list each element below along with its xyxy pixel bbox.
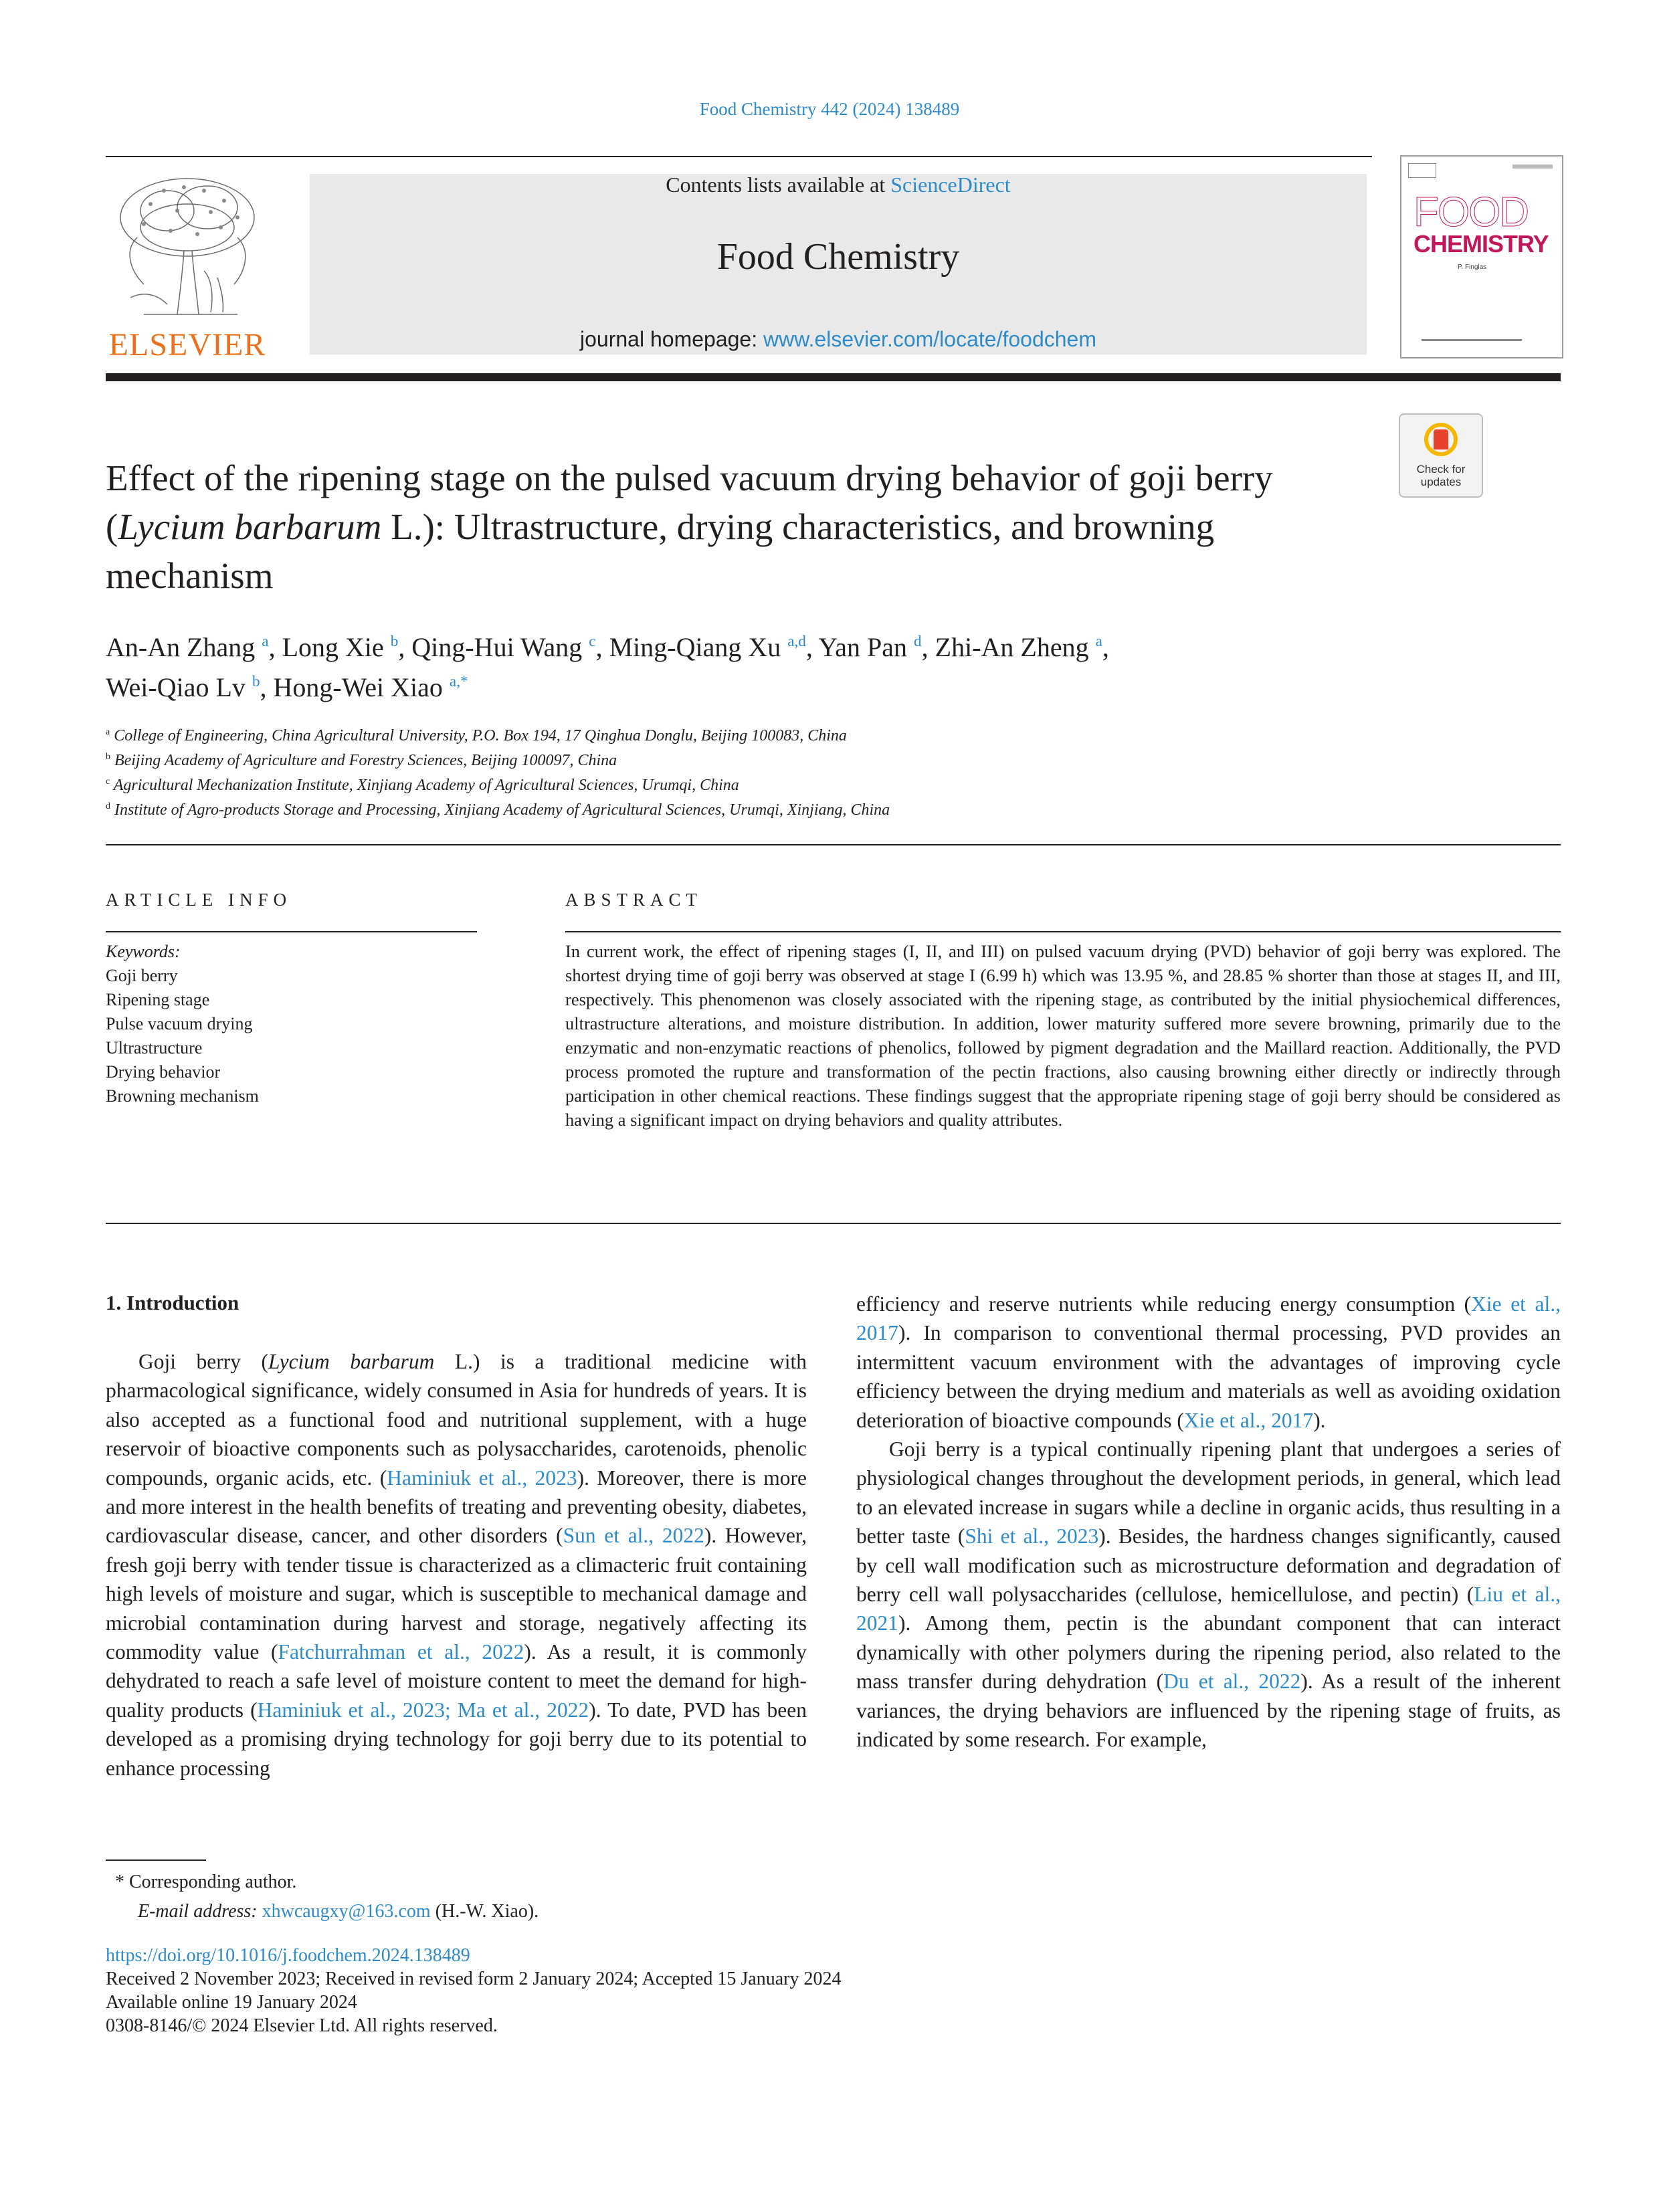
body-column-right [856,1290,1561,1754]
check-updates-label: Check for updates [1416,463,1466,488]
article-info-rule [106,931,477,932]
affiliation-item: $^b$ Beijing Academy of Agriculture and Forestry Sciences, Beijing 100097, China [106,751,617,769]
citation-link[interactable]: Xie et al., 2017 [856,1292,1561,1345]
cover-title-chemistry: CHEMISTRY [1413,230,1549,258]
citation-link[interactable]: Liu et al., 2021 [856,1583,1561,1635]
keyword-item: Browning mechanism [106,1086,259,1106]
author[interactable]: Long Xie $^b$ [282,632,399,662]
email-link[interactable]: xhwcaugxy@163.com [262,1901,431,1922]
elsevier-wordmark: ELSEVIER [108,327,266,363]
author[interactable]: Wei-Qiao Lv $^b$ [106,672,260,702]
abstract-bottom-rule [106,1223,1561,1224]
keyword-item: Pulse vacuum drying [106,1014,253,1033]
journal-cover-thumbnail[interactable] [1400,155,1563,359]
keyword-item: Goji berry [106,966,178,985]
keyword-item: Ultrastructure [106,1038,203,1058]
affiliation-item: $^c$ Agricultural Mechanization Institute, Xinjiang Academy of Agricultural Sciences, Urumqi, China [106,776,739,794]
masthead-top-rule [106,156,1372,157]
email-label: E-mail address: [138,1901,258,1922]
author[interactable]: Zhi-An Zheng $^a$ [935,632,1102,662]
bookmark-icon [1434,429,1448,449]
available-online: Available online 19 January 2024 [106,1992,357,2013]
italic-species-name: Lycium barbarum [268,1350,435,1373]
citation-link[interactable]: Haminiuk et al., 2023 [387,1466,577,1490]
copyright-line: 0308-8146/© 2024 Elsevier Ltd. All rights reserved. [106,2015,498,2036]
author[interactable]: An-An Zhang $^a$ [106,632,269,662]
masthead-thick-rule [106,373,1561,381]
author[interactable]: Ming-Qiang Xu $^{a,d}$ [609,632,806,662]
cover-editor: P. Finglas [1458,264,1487,271]
citation-link[interactable]: Shi et al., 2023 [965,1524,1099,1548]
cover-title-food: FOOD [1413,189,1529,235]
paper-title: Effect of the ripening stage on the pulsed vacuum drying behavior of goji berry (Lycium barbarum L.): Ultrastructure, drying characteristics, and browning mechanism [106,458,1273,596]
author-list: An-An Zhang $^a$, Long Xie $^b$, Qing-Hui Wang $^c$, Ming-Qiang Xu $^{a,d}$, Yan Pan $^d$, Zhi-An Zheng $^a$, Wei-Qiao Lv $^b$, Hong-Wei Xiao $^{a,*}$ [106,632,1109,702]
footnote-rule [106,1859,206,1861]
author[interactable]: Hong-Wei Xiao $^{a,*}$ [273,672,468,702]
citation-link[interactable]: Xie et al., 2017 [1183,1408,1314,1432]
keyword-item: Ripening stage [106,990,210,1009]
check-for-updates-button[interactable] [1399,413,1483,498]
received-dates: Received 2 November 2023; Received in revised form 2 January 2024; Accepted 15 January 2024 [106,1969,842,1989]
doi-link[interactable]: https://doi.org/10.1016/j.foodchem.2024.138489 [106,1945,470,1966]
cover-publisher-mark [1408,163,1436,178]
cover-footer-bar [1422,339,1522,341]
cover-issn-bar [1512,165,1553,169]
sciencedirect-link[interactable]: ScienceDirect [890,173,1011,197]
journal-homepage-line: journal homepage: www.elsevier.com/locate/foodchem [580,327,1096,351]
keywords-block [106,940,480,1108]
corresponding-author-footnote: * Corresponding author. E-mail address: xhwcaugxy@163.com (H.-W. Xiao). [106,1868,908,1926]
publication-info [106,1944,1176,2037]
corresponding-author-note: * Corresponding author. [115,1872,297,1892]
intro-paragraph-1-continued: efficiency and reserve nutrients while reducing energy consumption (Xie et al., 2017). In comparison to conventional thermal processing, PVD provides an intermittent vacuum environment with the advantages of improving cycle efficiency between the drying medium and materials as well as avoiding oxidation deterioration of bioactive compounds (Xie et al., 2017). [856,1292,1561,1432]
author[interactable]: Yan Pan $^d$ [818,632,922,662]
contents-available-line: Contents lists available at ScienceDirect [666,173,1011,197]
citation-link[interactable]: Sun et al., 2022 [563,1524,704,1548]
journal-name: Food Chemistry [716,236,960,278]
abstract-heading: ABSTRACT [565,890,703,910]
affiliation-list [106,724,1510,823]
abstract-rule [565,931,1561,932]
abstract-text: In current work, the effect of ripening stages (I, II, and III) on pulsed vacuum drying (PVD) behavior of goji berry was explored. The shortest drying time of goji berry was observed at stage I (6.99 h) which was 13.95 %, and 28.85 % shorter than those at stages II, and III, respectively. This phenomenon was closely associated with the ripening stage, as contributed by the initial physiochemical differences, ultrastructure alterations, and moisture distribution. In addition, lower maturity suffered more severe browning, primarily due to the enzymatic and non-enzymatic reactions of phenolics, followed by pigment degradation and the Maillard reaction. Additionally, the PVD process promoted the rupture and transformation of the pectin fractions, also causing browning either directly or indirectly through participation in other chemical reactions. These findings suggest that the appropriate ripening stage of goji berry should be considered as having a significant impact on drying behaviors and quality attributes. [565,941,1561,1130]
affiliation-item: $^a$ College of Engineering, China Agricultural University, P.O. Box 194, 17 Qinghua Donglu, Beijing 100083, China [106,726,847,744]
journal-homepage-link[interactable]: www.elsevier.com/locate/foodchem [763,327,1096,351]
article-info-heading: ARTICLE INFO [106,890,292,910]
keywords-label: Keywords: [106,942,181,961]
affiliation-rule [106,844,1561,845]
citation-link[interactable]: Du et al., 2022 [1163,1670,1301,1694]
journal-citation[interactable]: Food Chemistry 442 (2024) 138489 [699,99,960,119]
keyword-item: Drying behavior [106,1062,221,1082]
intro-paragraph-1: Goji berry (Lycium barbarum L.) is a traditional medicine with pharmacological significance, widely consumed in Asia for hundreds of years. It is also accepted as a functional food and nutritional supplement, with a huge reservoir of bioactive components such as polysaccharides, carotenoids, phenolic compounds, organic acids, etc. (Haminiuk et al., 2023). Moreover, there is more and more interest in the health benefits of treating and preventing obesity, diabetes, cardiovascular disease, cancer, and other disorders (Sun et al., 2022). However, fresh goji berry with tender tissue is characterized as a climacteric fruit containing high levels of moisture and sugar, which is susceptible to mechanical damage and microbial contamination during harvest and storage, negatively affecting its commodity value (Fatchurrahman et al., 2022). As a result, it is commonly dehydrated to reach a safe level of moisture content to meet the demand for high-quality products (Haminiuk et al., 2023; Ma et al., 2022). To date, PVD has been developed as a promising drying technology for goji berry due to its potential to enhance processing [106,1350,807,1780]
intro-paragraph-2: Goji berry is a typical continually ripening plant that undergoes a series of physiological changes throughout the development periods, in general, which lead to an elevated increase in sugars while a decline in organic acids, thus resulting in a better taste (Shi et al., 2023). Besides, the hardness changes significantly, caused by cell wall modification such as microstructure deformation and degradation of berry cell wall polysaccharides (cellulose, hemicellulose, and pectin) (Liu et al., 2021). Among them, pectin is the abundant component that can interact dynamically with other polymers during the ripening period, also related to the mass transfer during dehydration (Du et al., 2022). As a result of the inherent variances, the drying behaviors are influenced by the ripening stage of fruits, as indicated by some research. For example, [856,1437,1561,1752]
citation-link[interactable]: Fatchurrahman et al., 2022 [278,1640,524,1664]
author[interactable]: Qing-Hui Wang $^c$ [411,632,596,662]
citation-link[interactable]: Haminiuk et al., 2023; Ma et al., 2022 [257,1698,589,1722]
introduction-heading: 1. Introduction [106,1291,239,1314]
body-column-left [106,1347,807,1783]
affiliation-item: $^d$ Institute of Agro-products Storage and Processing, Xinjiang Academy of Agricultural Sciences, Urumqi, Xinjiang, China [106,801,890,819]
